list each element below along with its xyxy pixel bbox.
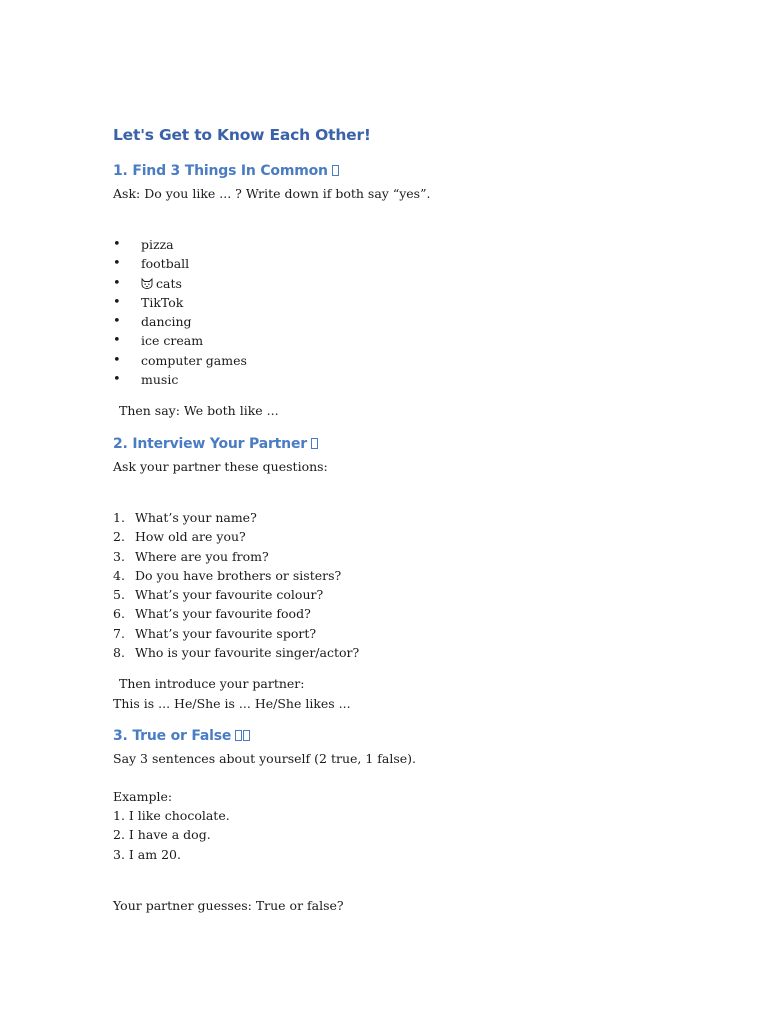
section3-instruction: Say 3 sentences about yourself (2 true, 1 false). xyxy=(113,751,417,766)
page-title: Let's Get to Know Each Other! xyxy=(113,126,371,144)
section2-followup-1: Then introduce your partner: xyxy=(119,676,305,691)
example-item: 2. I have a dog. xyxy=(113,827,211,842)
section3-heading: 3. True or False xyxy=(113,728,250,744)
missing-glyph-icon xyxy=(332,165,339,176)
section1-heading: 1. Find 3 Things In Common xyxy=(113,163,339,179)
cat-face-icon xyxy=(141,278,153,289)
missing-glyph-icon xyxy=(243,730,250,741)
section1-instruction: Ask: Do you like ... ? Write down if both say “yes”. xyxy=(113,186,431,201)
section2-heading: 2. Interview Your Partner xyxy=(113,436,318,452)
section2-instruction: Ask your partner these questions: xyxy=(113,459,328,474)
missing-glyph-icon xyxy=(235,730,242,741)
example-item: 1. I like chocolate. xyxy=(113,808,230,823)
missing-glyph-icon xyxy=(311,438,318,449)
example-item: 3. I am 20. xyxy=(113,847,181,862)
section3-closing: Your partner guesses: True or false? xyxy=(113,898,344,913)
section2-followup-2: This is ... He/She is ... He/She likes ... xyxy=(113,696,351,711)
example-label: Example: xyxy=(113,789,173,804)
section1-followup: Then say: We both like ... xyxy=(119,403,279,418)
